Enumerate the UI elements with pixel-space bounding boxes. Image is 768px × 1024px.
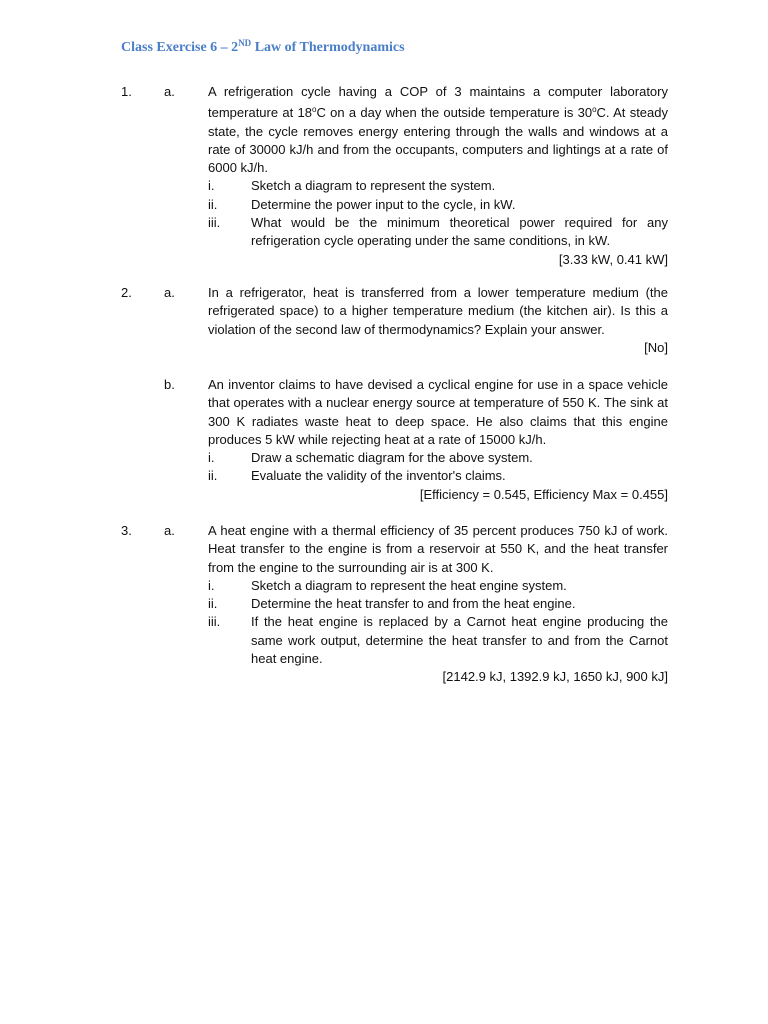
- part-label: a.: [164, 285, 175, 300]
- sub-question: [208, 467, 668, 485]
- question-text: [208, 376, 668, 504]
- sub-question-text: Draw a schematic diagram for the above system.: [251, 450, 533, 466]
- sub-question-text: Determine the power input to the cycle, in kW.: [251, 196, 516, 212]
- sub-question: [208, 214, 668, 251]
- sub-question-number: iii.: [208, 215, 221, 231]
- sub-question-text: Determine the heat transfer to and from the heat engine.: [251, 596, 576, 612]
- answer: [No]: [644, 339, 668, 355]
- question-number: 3.: [121, 523, 132, 538]
- sub-question-number: i.: [208, 178, 215, 194]
- question-body: [208, 83, 668, 177]
- part-label: a.: [164, 523, 175, 538]
- sub-question-text: Evaluate the validity of the inventor's claims.: [251, 468, 506, 484]
- sub-question-text: What would be the minimum theoretical power required for any refrigeration cycle operating under the same conditions, in kW.: [251, 215, 668, 249]
- sub-question-text: Sketch a diagram to represent the system.: [251, 178, 496, 194]
- sub-question-text: If the heat engine is replaced by a Carnot heat engine producing the same work output, determine the heat transfer to and from the Carnot heat engine.: [251, 614, 668, 667]
- sub-question-number: ii.: [208, 596, 218, 612]
- text-segment: A refrigeration cycle having a COP of 3 maintains a computer laboratory temperature at 18: [208, 84, 668, 121]
- question-body: An inventor claims to have devised a cyclical engine for use in a space vehicle that operates with a nuclear energy source at temperature of 550 K. The sink at 300 K radiates waste heat to deep space. He also claims that this engine produces 5 kW while rejecting heat at a rate of 15000 kJ/h.: [208, 377, 668, 447]
- sub-question: [208, 613, 668, 668]
- title-prefix: Class Exercise 6 – 2: [121, 40, 239, 55]
- text-segment: C. At steady state, the cycle removes energy entering through the walls and windows at a rate of 30000 kJ/h and from the occupants, computers and lightings at a rate of 6000 kJ/h.: [208, 105, 668, 176]
- sub-question: [208, 196, 668, 214]
- sub-question-number: ii.: [208, 468, 218, 484]
- degree-superscript: o: [592, 105, 597, 115]
- text-segment: C on a day when the outside temperature is 30: [316, 105, 593, 121]
- answer: [Efficiency = 0.545, Efficiency Max = 0.455]: [419, 486, 668, 502]
- question-number: 1.: [121, 84, 132, 99]
- sub-question-text: Sketch a diagram to represent the heat engine system.: [251, 577, 567, 593]
- part-label: b.: [164, 377, 175, 392]
- question-text: [208, 284, 668, 357]
- question-text: [208, 83, 668, 269]
- sub-question: [208, 177, 668, 195]
- degree-superscript: o: [311, 105, 317, 115]
- page-title: [121, 38, 405, 56]
- question-body: In a refrigerator, heat is transferred from a lower temperature medium (the refrigerated space) to a higher temperature medium (the kitchen air). Is this a violation of the second law of thermodynamics? Explain your answer.: [208, 285, 668, 337]
- sub-question: [208, 595, 668, 613]
- part-label: a.: [164, 84, 175, 99]
- question-text: [208, 522, 668, 687]
- sub-question-number: i.: [208, 450, 215, 466]
- answer: [2142.9 kJ, 1392.9 kJ, 1650 kJ, 900 kJ]: [442, 669, 668, 685]
- sub-question-number: i.: [208, 577, 215, 593]
- title-suffix: Law of Thermodynamics: [251, 40, 405, 55]
- sub-question: [208, 449, 668, 467]
- question-body: A heat engine with a thermal efficiency of 35 percent produces 750 kJ of work. Heat transfer to the engine is from a reservoir at 550 K, and the heat transfer from the engine to the surrounding air is at 300 K.: [208, 523, 668, 575]
- sub-question: [208, 577, 668, 595]
- question-number: 2.: [121, 285, 132, 300]
- answer: [3.33 kW, 0.41 kW]: [558, 251, 668, 267]
- sub-question-number: iii.: [208, 614, 221, 630]
- title-superscript: ND: [238, 38, 252, 48]
- sub-question-number: ii.: [208, 196, 218, 212]
